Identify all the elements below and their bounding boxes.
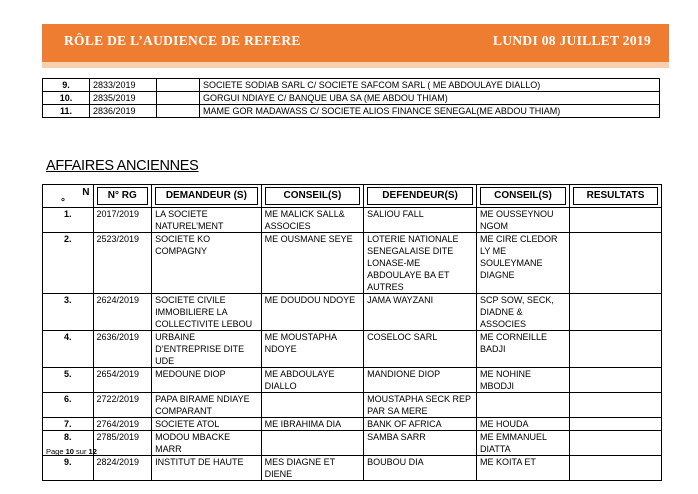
table-row — [43, 233, 662, 294]
header-rg: N° RG — [93, 185, 152, 208]
table-row — [43, 456, 662, 481]
table-row — [43, 368, 662, 393]
cell-conseil2: ME OUSSEYNOU NGOM — [476, 208, 569, 233]
cell-blank — [157, 79, 200, 92]
cell-num: 10. — [43, 92, 90, 105]
cell-num: 11. — [43, 105, 90, 118]
table-row — [43, 79, 660, 92]
cell-conseil1 — [261, 393, 364, 418]
cell-rg: 2523/2019 — [93, 233, 152, 294]
cell-defendeur: LOTERIE NATIONALE SENEGALAISE DITE LONASE-ME ABDOULAYE BA ET AUTRES — [364, 233, 477, 294]
cell-num: 9. — [43, 456, 94, 481]
header-conseil-demandeur: CONSEIL(S) — [261, 185, 364, 208]
header-banner — [42, 24, 669, 62]
page-footer: Page 10 sur 12 — [46, 447, 97, 456]
cell-num: 9. — [43, 79, 90, 92]
cell-defendeur: JAMA WAYZANI — [364, 294, 477, 331]
cell-rg: 2722/2019 — [93, 393, 152, 418]
cell-desc: MAME GOR MADAWASS C/ SOCIETE ALIOS FINANCE SENEGAL(ME ABDOU THIAM) — [200, 105, 660, 118]
cell-num: 7. — [43, 418, 94, 431]
cell-defendeur: COSELOC SARL — [364, 331, 477, 368]
table-row — [43, 431, 662, 456]
cell-conseil2: ME KOITA ET — [476, 456, 569, 481]
cell-defendeur: BANK OF AFRICA — [364, 418, 477, 431]
table-row — [43, 393, 662, 418]
cell-defendeur: SAMBA SARR — [364, 431, 477, 456]
table-row — [43, 208, 662, 233]
page-total: 12 — [88, 447, 97, 456]
cell-rg: 2624/2019 — [93, 294, 152, 331]
cell-blank — [157, 105, 200, 118]
cell-num: 4. — [43, 331, 94, 368]
cell-conseil2: ME HOUDA — [476, 418, 569, 431]
cell-conseil1: ME MALICK SALL& ASSOCIES — [261, 208, 364, 233]
cell-defendeur: SALIOU FALL — [364, 208, 477, 233]
cell-rg: 2636/2019 — [93, 331, 152, 368]
cell-rg: 2785/2019 — [93, 431, 152, 456]
cell-resultats — [570, 393, 662, 418]
hearing-date: LUNDI 08 JUILLET 2019 — [493, 33, 651, 48]
cell-rg: 2833/2019 — [90, 79, 157, 92]
cell-conseil2: ME EMMANUEL DIATTA — [476, 431, 569, 456]
cell-demandeur: MEDOUNE DIOP — [152, 368, 262, 393]
cell-rg: 2017/2019 — [93, 208, 152, 233]
cell-conseil1: ME DOUDOU NDOYE — [261, 294, 364, 331]
header-defendeur: DEFENDEUR(S) — [364, 185, 477, 208]
header-demandeur: DEMANDEUR (S) — [152, 185, 262, 208]
cell-resultats — [570, 368, 662, 393]
cell-demandeur: SOCIETE CIVILE IMMOBILIERE LA COLLECTIVITE LEBOU — [152, 294, 262, 331]
cell-rg: 2764/2019 — [93, 418, 152, 431]
table-row — [43, 294, 662, 331]
cell-defendeur: MOUSTAPHA SECK REP PAR SA MERE — [364, 393, 477, 418]
cell-num: 1. — [43, 208, 94, 233]
cell-conseil1: ME ABDOULAYE DIALLO — [261, 368, 364, 393]
cell-rg: 2836/2019 — [90, 105, 157, 118]
page-number: 10 — [65, 447, 74, 456]
header-resultats: RESULTATS — [570, 185, 662, 208]
table-row — [43, 418, 662, 431]
top-case-table — [42, 78, 660, 118]
cell-num: 5. — [43, 368, 94, 393]
table-row — [43, 105, 660, 118]
cell-conseil2 — [476, 393, 569, 418]
cell-conseil1: ME IBRAHIMA DIA — [261, 418, 364, 431]
cell-num: 3. — [43, 294, 94, 331]
cell-conseil1: MES DIAGNE ET DIENE — [261, 456, 364, 481]
cell-conseil2: ME NOHINE MBODJI — [476, 368, 569, 393]
cell-demandeur: SOCIETE ATOL — [152, 418, 262, 431]
cell-conseil2: ME CIRE CLEDOR LY ME SOULEYMANE DIAGNE — [476, 233, 569, 294]
cell-resultats — [570, 331, 662, 368]
cell-demandeur: MODOU MBACKE MARR — [152, 431, 262, 456]
cell-num: 8. — [43, 431, 94, 456]
cell-demandeur: URBAINE D’ENTREPRISE DITE UDE — [152, 331, 262, 368]
cell-resultats — [570, 294, 662, 331]
cell-resultats — [570, 431, 662, 456]
table-row — [43, 92, 660, 105]
cell-conseil1: ME MOUSTAPHA NDOYE — [261, 331, 364, 368]
cell-blank — [157, 92, 200, 105]
header-conseil-defendeur: CONSEIL(S) — [476, 185, 569, 208]
cell-conseil1 — [261, 431, 364, 456]
cell-demandeur: LA SOCIETE NATUREL’MENT — [152, 208, 262, 233]
cell-demandeur: INSTITUT DE HAUTE — [152, 456, 262, 481]
cell-num: 2. — [43, 233, 94, 294]
cell-rg: 2654/2019 — [93, 368, 152, 393]
cell-num: 6. — [43, 393, 94, 418]
cell-conseil1: ME OUSMANE SEYE — [261, 233, 364, 294]
cell-defendeur: BOUBOU DIA — [364, 456, 477, 481]
cell-conseil2: ME CORNEILLE BADJI — [476, 331, 569, 368]
cell-demandeur: PAPA BIRAME NDIAYE COMPARANT — [152, 393, 262, 418]
section-title: AFFAIRES ANCIENNES — [46, 158, 199, 174]
cell-resultats — [570, 208, 662, 233]
cell-desc: GORGUI NDIAYE C/ BANQUE UBA SA (ME ABDOU THIAM) — [200, 92, 660, 105]
cell-resultats — [570, 418, 662, 431]
header-number: N ° — [43, 185, 94, 208]
table-row — [43, 331, 662, 368]
old-cases-table — [42, 184, 662, 481]
document-title: RÔLE DE L’AUDIENCE DE REFERE — [64, 33, 301, 48]
cell-rg: 2824/2019 — [93, 456, 152, 481]
cell-resultats — [570, 456, 662, 481]
cell-conseil2: SCP SOW, SECK, DIADNE & ASSOCIES — [476, 294, 569, 331]
cell-desc: SOCIETE SODIAB SARL C/ SOCIETE SAFCOM SARL ( ME ABDOULAYE DIALLO) — [200, 79, 660, 92]
cell-defendeur: MANDIONE DIOP — [364, 368, 477, 393]
cell-rg: 2835/2019 — [90, 92, 157, 105]
cell-resultats — [570, 233, 662, 294]
table-header-row — [43, 185, 662, 208]
cell-demandeur: SOCIETE KO COMPAGNY — [152, 233, 262, 294]
